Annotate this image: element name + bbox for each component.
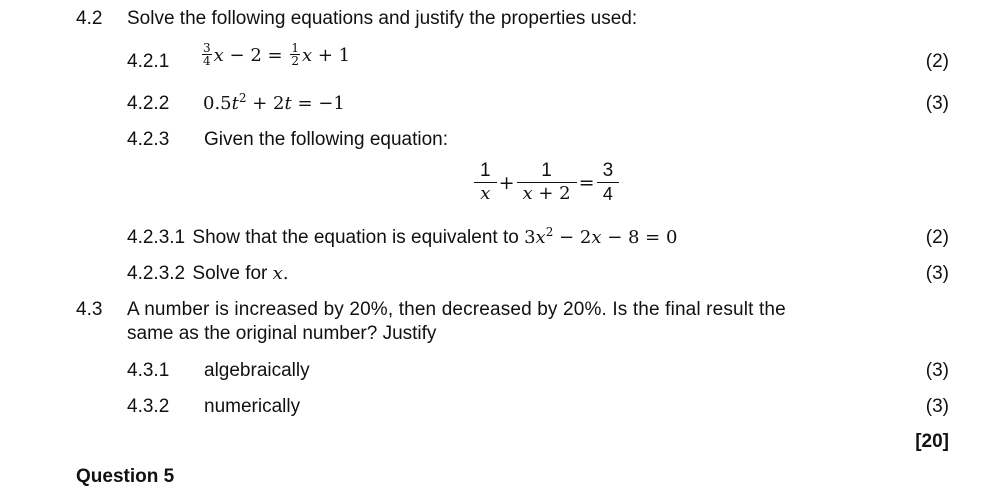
item-4-3-2-number: 4.3.2	[127, 396, 170, 417]
question-text: Solve the following equations and justify the properties used:	[127, 8, 638, 29]
fraction-three-quarters-display: $\frac{3}{4}$	[600, 160, 617, 205]
total-marks: [20]	[915, 431, 949, 452]
display-equation: $\frac{1}{x}$ + $\frac{1}{x + 2}$ = $\frac{3}{4}$	[474, 160, 619, 205]
equation-4-2-3-1: $3x^2 - 2x - 8 = 0$	[524, 225, 678, 248]
item-4-2-1	[127, 51, 169, 73]
item-number: 4.2.3	[127, 129, 170, 150]
fraction-one-half: $\frac{1}{2}$	[291, 41, 299, 68]
question-4-3-number: 4.3	[76, 299, 103, 320]
item-4-2-2	[127, 93, 169, 115]
item-4-3-2-text: numerically	[204, 396, 301, 417]
question-5-heading: Question 5	[76, 466, 175, 487]
item-4-2-3-text: Given the following equation:	[204, 129, 448, 150]
item-number: 4.2.1	[127, 51, 170, 72]
item-text: Solve for	[192, 263, 268, 284]
question-4-3-text-line2: same as the original number? Justify	[127, 323, 437, 344]
fraction-one-over-x-plus-2: $\frac{1}{x + 2}$	[520, 160, 574, 205]
fraction-one-over-x: $\frac{1}{x}$	[477, 160, 494, 205]
item-4-2-3	[127, 129, 169, 151]
item-4-3-1-number: 4.3.1	[127, 360, 170, 381]
marks-4-2-1: (2)	[925, 51, 949, 72]
marks-4-2-3-2: (3)	[925, 263, 949, 284]
question-4-3-text-line1: A number is increased by 20%, then decreased by 20%. Is the final result the	[127, 299, 786, 320]
marks-4-3-1: (3)	[925, 360, 949, 381]
item-4-2-3-2: 4.2.3.2 Solve for x.	[127, 263, 289, 284]
question-number: 4.2	[76, 8, 103, 29]
marks-4-3-2: (3)	[925, 396, 949, 417]
item-text: Show that the equation is equivalent to	[192, 227, 519, 248]
fraction-three-quarters: $\frac{3}{4}$	[203, 41, 211, 68]
equation-4-2-2: $0.5t^2 + 2t = -1$	[203, 91, 345, 114]
item-4-3-1-text: algebraically	[204, 360, 310, 381]
item-4-2-3-1	[127, 227, 677, 249]
equation-4-2-1: $\frac{3}{4}$ x − 2 = $\frac{1}{2}$ x + 1	[203, 41, 351, 68]
item-number: 4.2.3.2	[127, 263, 186, 284]
question-4-2-heading	[76, 8, 638, 30]
item-number: 4.2.3.1	[127, 227, 186, 248]
marks-4-2-2: (3)	[925, 93, 949, 114]
item-number: 4.2.2	[127, 93, 170, 114]
marks-4-2-3-1: (2)	[925, 227, 949, 248]
